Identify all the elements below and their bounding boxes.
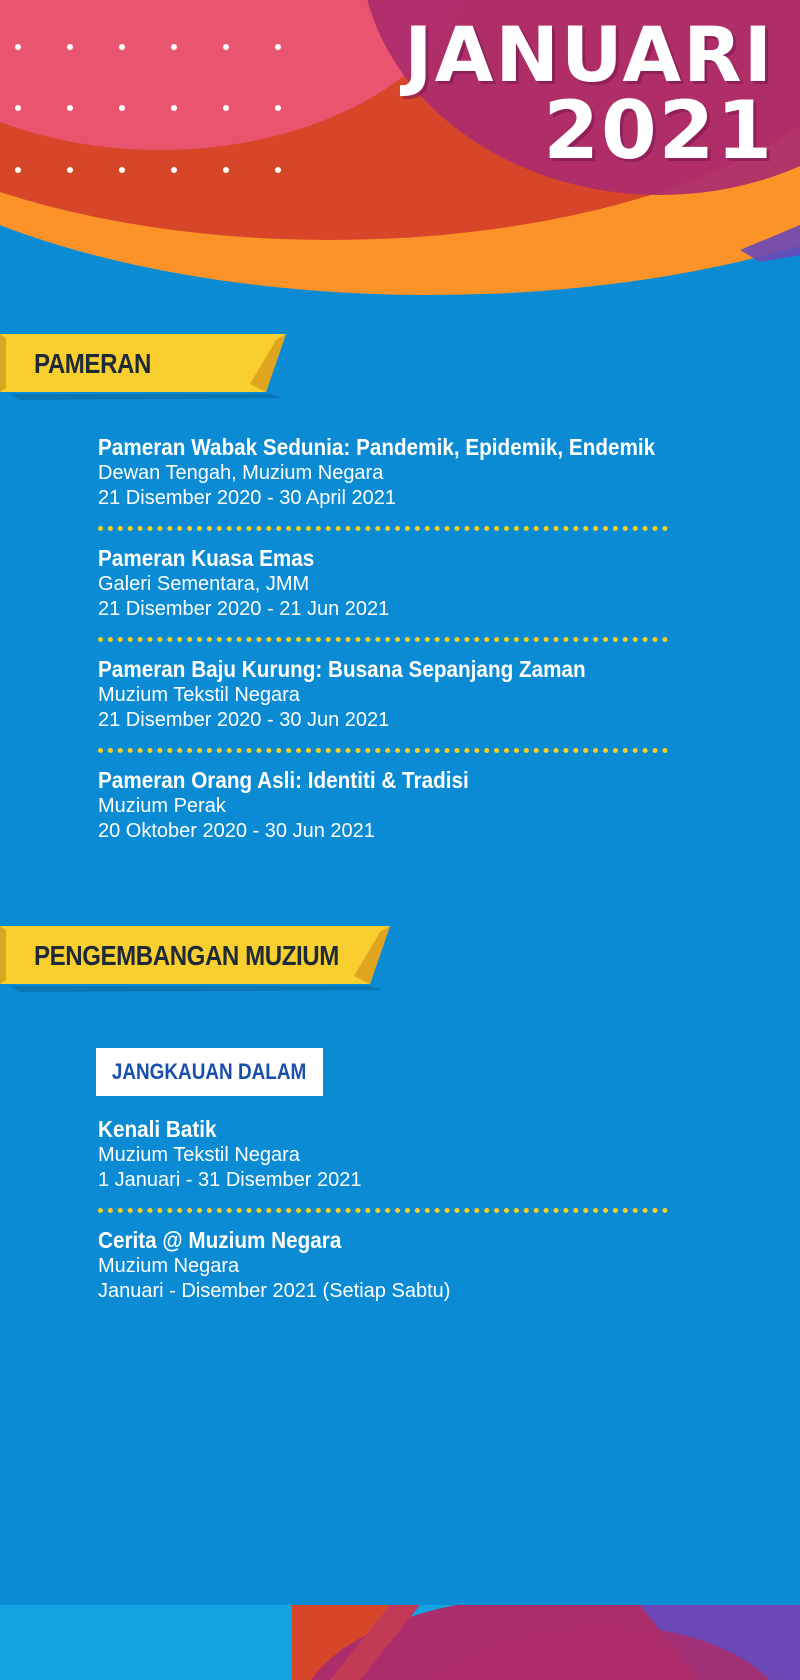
sub-category-label xyxy=(96,1048,323,1096)
list-item xyxy=(98,656,668,733)
exhibition-list xyxy=(98,434,668,844)
event-dates: 21 Disember 2020 - 30 Jun 2021 xyxy=(98,709,390,731)
list-item xyxy=(98,1227,668,1304)
event-venue: Dewan Tengah, Muzium Negara xyxy=(98,462,384,484)
month-label: JANUARI xyxy=(404,10,774,99)
list-item xyxy=(98,1116,668,1193)
dotted-divider xyxy=(98,748,668,753)
dotted-divider xyxy=(98,637,668,642)
dotted-divider xyxy=(98,1208,668,1213)
event-title: Pameran Orang Asli: Identiti & Tradisi xyxy=(98,767,469,793)
section-banner-pengembangan xyxy=(0,926,400,986)
list-item xyxy=(98,767,668,844)
year-label: 2021 xyxy=(543,84,774,178)
event-dates: 1 Januari - 31 Disember 2021 xyxy=(98,1169,362,1191)
event-venue: Muzium Tekstil Negara xyxy=(98,684,300,706)
section-title: PAMERAN xyxy=(34,348,151,379)
list-item xyxy=(98,434,668,511)
event-dates: 20 Oktober 2020 - 30 Jun 2021 xyxy=(98,820,375,842)
event-dates: 21 Disember 2020 - 30 April 2021 xyxy=(98,487,396,509)
sub-category-text: JANGKAUAN DALAM xyxy=(112,1059,307,1084)
dotted-divider xyxy=(98,526,668,531)
section-title: PENGEMBANGAN MUZIUM xyxy=(34,940,339,971)
month-year-title xyxy=(404,10,774,178)
event-dates: Januari - Disember 2021 (Setiap Sabtu) xyxy=(98,1280,451,1302)
event-title: Cerita @ Muzium Negara xyxy=(98,1227,342,1253)
event-title: Pameran Baju Kurung: Busana Sepanjang Zaman xyxy=(98,656,586,682)
section-banner-pameran xyxy=(0,334,300,394)
event-venue: Muzium Tekstil Negara xyxy=(98,1144,300,1166)
development-list xyxy=(98,1116,668,1304)
event-venue: Galeri Sementara, JMM xyxy=(98,573,310,595)
event-dates: 21 Disember 2020 - 21 Jun 2021 xyxy=(98,598,390,620)
event-title: Pameran Wabak Sedunia: Pandemik, Epidemik, Endemik xyxy=(98,434,656,460)
list-item xyxy=(98,545,668,622)
event-venue: Muzium Perak xyxy=(98,795,226,817)
event-title: Kenali Batik xyxy=(98,1116,217,1142)
event-venue: Muzium Negara xyxy=(98,1255,240,1277)
event-title: Pameran Kuasa Emas xyxy=(98,545,315,571)
footer-decoration xyxy=(0,1605,800,1680)
